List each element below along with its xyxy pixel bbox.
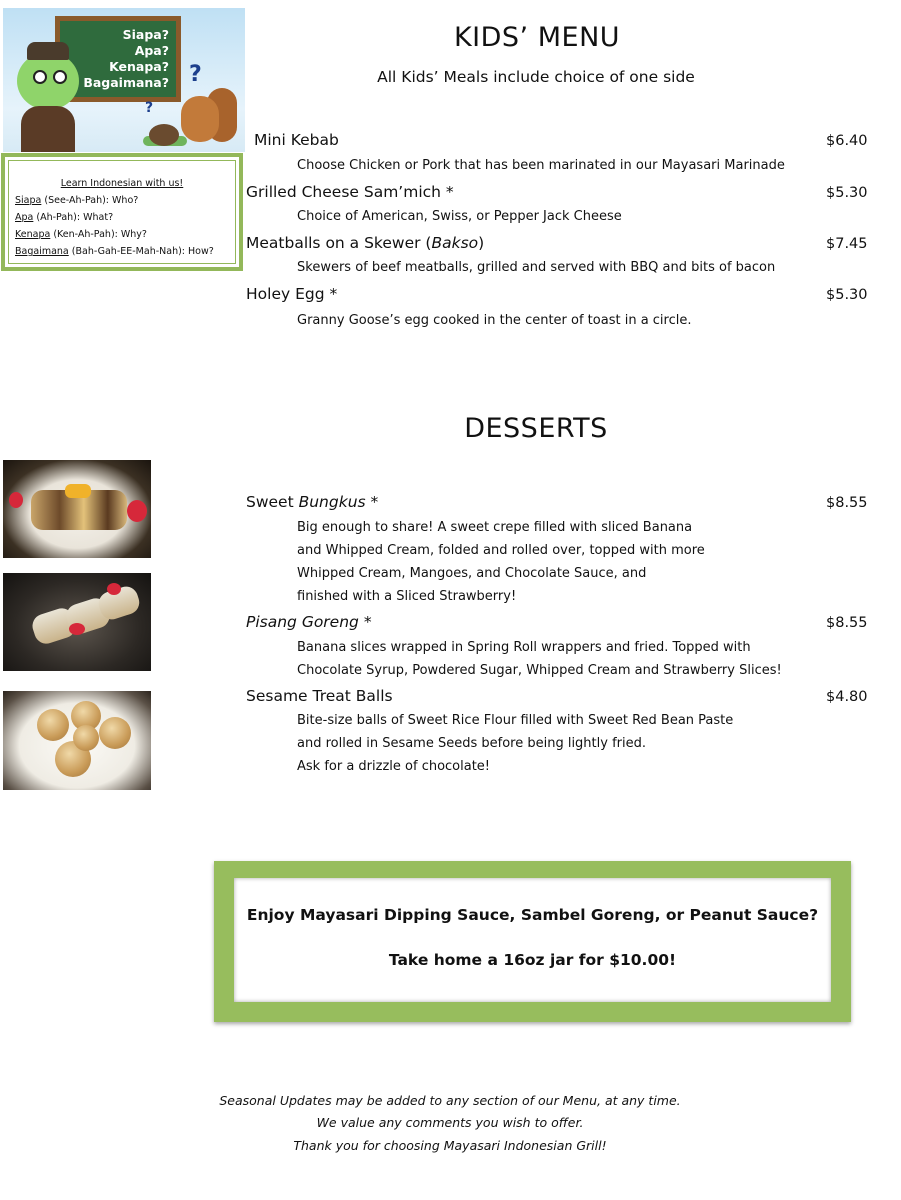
kids-menu-subtitle: All Kids’ Meals include choice of one side <box>377 68 695 86</box>
vocab-word: Apa <box>15 212 34 223</box>
cartoon-kid-head <box>17 52 79 110</box>
board-line: Siapa? <box>122 27 169 42</box>
menu-item-description: Chocolate Syrup, Powdered Sugar, Whipped Cream and Strawberry Slices! <box>297 663 782 678</box>
menu-item-description: Big enough to share! A sweet crepe filled with sliced Banana <box>297 520 693 535</box>
menu-item-description: Granny Goose’s egg cooked in the center of toast in a circle. <box>297 313 692 328</box>
menu-item-name <box>246 613 372 631</box>
menu-item-price: $8.55 <box>826 495 868 511</box>
vocab-word: Siapa <box>15 195 42 206</box>
cartoon-snail <box>149 124 179 146</box>
pisang-goreng-photo <box>3 573 151 671</box>
menu-item-name: Mini Kebab <box>254 131 339 149</box>
kids-cartoon-illustration <box>3 8 245 152</box>
footer-line: Seasonal Updates may be added to any section of our Menu, at any time. <box>219 1093 681 1108</box>
cartoon-eye <box>53 70 67 84</box>
menu-item-description: Bite-size balls of Sweet Rice Flour filled with Sweet Red Bean Paste <box>297 713 734 728</box>
item-name-italic: Pisang Goreng <box>246 613 359 631</box>
promo-line-1: Enjoy Mayasari Dipping Sauce, Sambel Goreng, or Peanut Sauce? <box>246 906 819 924</box>
menu-item-price: $7.45 <box>826 236 868 252</box>
menu-item-name <box>246 493 378 511</box>
vocab-meaning: (Ah-Pah): What? <box>33 212 114 223</box>
menu-item-price: $5.30 <box>826 185 868 201</box>
footer-line: Thank you for choosing Mayasari Indonesian Grill! <box>293 1138 607 1153</box>
sweet-bungkus-photo <box>3 460 151 558</box>
vocab-meaning: (Bah-Gah-EE-Mah-Nah): How? <box>68 246 214 257</box>
footer-line: We value any comments you wish to offer. <box>316 1115 584 1130</box>
menu-item-description: Whipped Cream, Mangoes, and Chocolate Sauce, and <box>297 566 647 581</box>
sesame-balls-photo <box>3 691 151 790</box>
item-name-part: * <box>365 493 379 511</box>
vocab-row <box>15 246 235 257</box>
vocab-row <box>15 212 235 223</box>
vocab-word: Bagaimana <box>15 246 69 257</box>
menu-item-name: Holey Egg * <box>246 285 338 303</box>
board-line: Apa? <box>134 43 169 58</box>
menu-item-price: $5.30 <box>826 287 868 303</box>
item-name-part: Sweet <box>246 493 299 511</box>
vocab-row <box>15 229 235 240</box>
question-mark-icon: ? <box>189 62 202 87</box>
menu-item-description: finished with a Sliced Strawberry! <box>297 589 517 604</box>
learn-box-title: Learn Indonesian with us! <box>60 178 184 189</box>
promo-line-2: Take home a 16oz jar for $10.00! <box>388 951 677 969</box>
item-name-italic: Bakso <box>431 234 479 252</box>
cartoon-kid-body <box>21 106 75 152</box>
vocab-row <box>15 195 235 206</box>
kids-menu-title: KIDS’ MENU <box>453 22 621 53</box>
menu-item-price: $8.55 <box>826 615 868 631</box>
menu-item-description: Ask for a drizzle of chocolate! <box>297 759 491 774</box>
cartoon-kid-cap <box>27 42 69 60</box>
desserts-title: DESSERTS <box>464 413 608 444</box>
menu-item-description: Choice of American, Swiss, or Pepper Jack Cheese <box>297 209 622 224</box>
menu-item-name <box>246 687 393 705</box>
vocab-meaning: (Ken-Ah-Pah): Why? <box>50 229 147 240</box>
vocab-word: Kenapa <box>15 229 51 240</box>
item-name-part: Sesame Treat Balls <box>246 687 393 705</box>
menu-item-description: and Whipped Cream, folded and rolled over, topped with more <box>297 543 705 558</box>
vocab-meaning: (See-Ah-Pah): Who? <box>41 195 139 206</box>
cartoon-squirrel <box>181 96 219 142</box>
learn-indonesian-box <box>1 153 243 271</box>
menu-item-name: Grilled Cheese Sam’mich * <box>246 183 454 201</box>
question-mark-icon: ? <box>145 100 154 116</box>
sauce-promo-box <box>214 861 851 1022</box>
menu-item-name <box>246 234 484 252</box>
item-name-part: * <box>358 613 372 631</box>
menu-item-description: Skewers of beef meatballs, grilled and served with BBQ and bits of bacon <box>297 260 776 275</box>
cartoon-eye <box>33 70 47 84</box>
menu-item-price: $4.80 <box>826 689 868 705</box>
board-line: Bagaimana? <box>83 75 169 90</box>
item-name-italic: Bungkus <box>298 493 366 511</box>
board-line: Kenapa? <box>109 59 169 74</box>
menu-item-price: $6.40 <box>826 133 868 149</box>
menu-item-description: Banana slices wrapped in Spring Roll wrappers and fried. Topped with <box>297 640 751 655</box>
item-name-part: Meatballs on a Skewer ( <box>246 234 432 252</box>
menu-item-description: and rolled in Sesame Seeds before being lightly fried. <box>297 736 647 751</box>
menu-item-description: Choose Chicken or Pork that has been marinated in our Mayasari Marinade <box>297 158 785 173</box>
item-name-part: ) <box>478 234 485 252</box>
